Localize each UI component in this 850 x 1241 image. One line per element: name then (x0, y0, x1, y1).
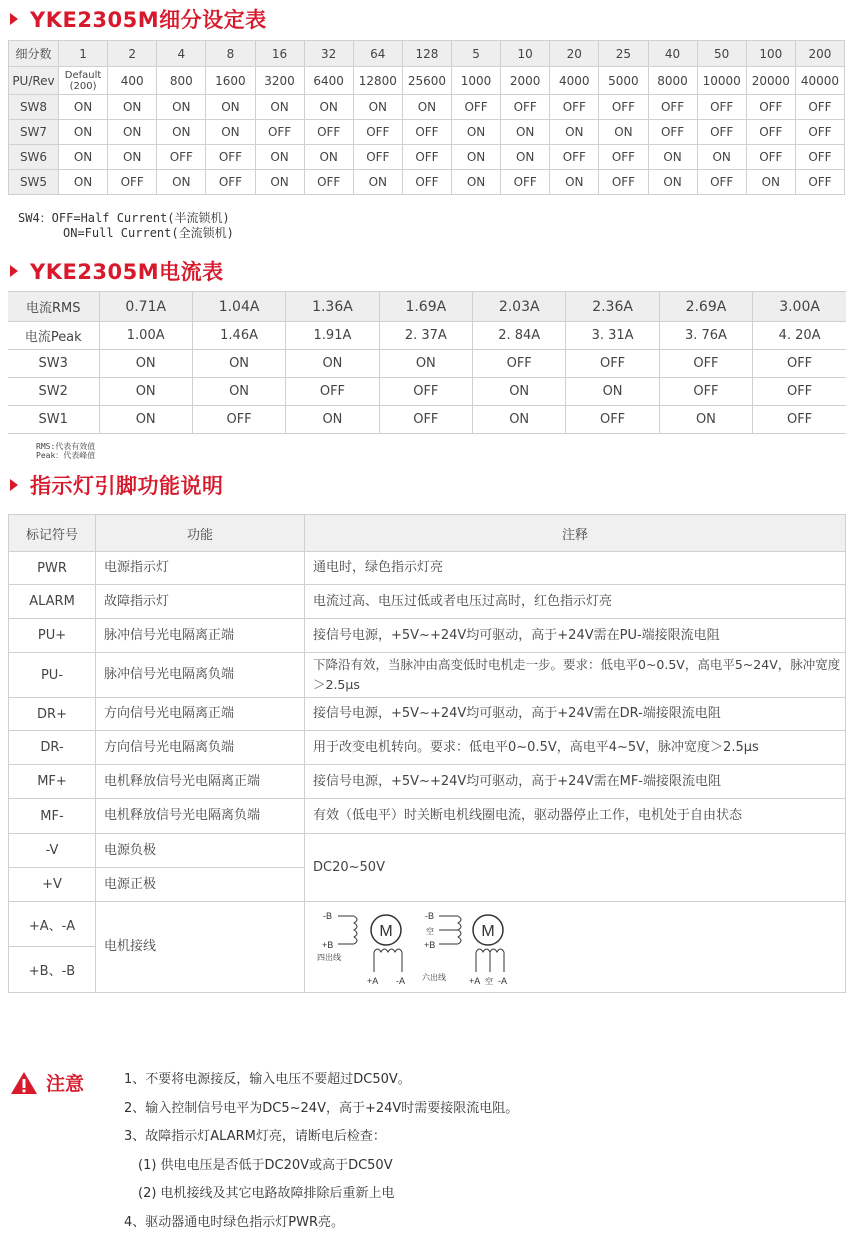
switch-state-cell: ON (192, 378, 285, 406)
switch-state-cell: OFF (286, 378, 379, 406)
switch-state-cell: ON (99, 378, 192, 406)
pin-symbol: +B、-B (9, 947, 96, 993)
pin-symbol: DR+ (9, 698, 96, 731)
switch-state-cell: ON (473, 378, 566, 406)
switch-state-cell: OFF (192, 406, 285, 434)
pin-symbol: ALARM (9, 585, 96, 619)
four-wire-diagram (317, 911, 405, 986)
table-row (9, 585, 846, 619)
pin-symbol: PU+ (9, 619, 96, 653)
switch-state-cell: ON (59, 120, 108, 145)
header-cell: 20 (550, 41, 599, 67)
header-cell: 标记符号 (9, 515, 96, 552)
peak-note-line: Peak：代表峰值 (36, 451, 95, 460)
warning-list (124, 1070, 518, 1241)
switch-state-cell: OFF (697, 95, 746, 120)
label-b-plus: +B (424, 940, 435, 950)
switch-state-cell: OFF (599, 170, 648, 195)
label-a-plus: +A (469, 976, 480, 986)
switch-state-cell: ON (452, 170, 501, 195)
switch-state-cell: OFF (304, 170, 353, 195)
coil-a-icon (374, 949, 402, 952)
switch-state-cell: OFF (753, 350, 846, 378)
switch-state-cell: ON (304, 95, 353, 120)
row-label: 电流RMS (8, 292, 99, 322)
switch-state-cell: OFF (648, 120, 697, 145)
header-cell: 2 (108, 41, 157, 67)
switch-state-cell: ON (99, 406, 192, 434)
pin-function: 电源正极 (96, 868, 305, 902)
table-row (9, 170, 845, 195)
table-row (9, 120, 845, 145)
row-label: SW2 (8, 378, 99, 406)
switch-state-cell: ON (99, 350, 192, 378)
header-cell: 功能 (96, 515, 305, 552)
switch-state-cell: OFF (550, 145, 599, 170)
switch-state-cell: OFF (566, 350, 659, 378)
switch-state-cell: OFF (379, 378, 472, 406)
header-cell: 64 (353, 41, 402, 67)
switch-state-cell: OFF (550, 95, 599, 120)
switch-state-cell: ON (255, 95, 304, 120)
table-row (9, 765, 846, 799)
switch-rows (9, 95, 845, 195)
warning-heading (10, 1069, 84, 1096)
switch-state-cell: ON (746, 170, 795, 195)
switch-state-cell: ON (108, 95, 157, 120)
table-cell: 400 (108, 67, 157, 95)
switch-state-cell: OFF (697, 170, 746, 195)
switch-state-cell: ON (59, 145, 108, 170)
switch-state-cell: ON (108, 145, 157, 170)
table-cell: 10000 (697, 67, 746, 95)
switch-state-cell: ON (599, 120, 648, 145)
switch-state-cell: OFF (659, 350, 752, 378)
table-cell (59, 67, 108, 95)
pin-function: 电源指示灯 (96, 552, 305, 585)
switch-state-cell: ON (157, 120, 206, 145)
switch-state-cell: ON (550, 120, 599, 145)
switch-state-cell: ON (648, 145, 697, 170)
pin-function: 方向信号光电隔离正端 (96, 698, 305, 731)
pu-rev-row (9, 67, 845, 95)
table-cell: 12800 (353, 67, 402, 95)
section1-title-wrap (8, 4, 267, 34)
table-cell: 1.00A (99, 322, 192, 350)
switch-state-cell: ON (353, 95, 402, 120)
table-cell: 1.46A (192, 322, 285, 350)
warning-item: 1、不要将电源接反，输入电压不要超过DC50V。 (124, 1070, 518, 1099)
row-label: SW5 (9, 170, 59, 195)
switch-state-cell: OFF (599, 145, 648, 170)
sw4-note-line1: SW4：OFF=Half Current(半流锁机) (18, 211, 234, 226)
pin-function: 电机释放信号光电隔离正端 (96, 765, 305, 799)
label-b-minus: -B (323, 911, 332, 921)
row-label: 电流Peak (8, 322, 99, 350)
section3-title: 指示灯引脚功能说明 (30, 470, 224, 500)
header-cell: 128 (402, 41, 451, 67)
switch-state-cell: OFF (206, 170, 255, 195)
pin-note: 电流过高、电压过低或者电压过高时，红色指示灯亮 (305, 585, 846, 619)
label-a-minus: -A (396, 976, 405, 986)
pin-note: 通电时，绿色指示灯亮 (305, 552, 846, 585)
table-row (9, 552, 846, 585)
switch-state-cell: ON (157, 170, 206, 195)
header-cell: 5 (452, 41, 501, 67)
switch-state-cell: OFF (304, 120, 353, 145)
table-cell: 6400 (304, 67, 353, 95)
warning-item: 2、输入控制信号电平为DC5~24V，高于+24V时需要接限流电阻。 (124, 1099, 518, 1128)
switch-state-cell: OFF (697, 120, 746, 145)
pin-note: 用于改变电机转向。要求：低电平0~0.5V，高电平4~5V，脉冲宽度＞2.5μs (305, 731, 846, 765)
pin-note: 接信号电源，+5V~+24V均可驱动，高于+24V需在DR-端接限流电阻 (305, 698, 846, 731)
row-label: SW6 (9, 145, 59, 170)
subdivision-header-row (9, 41, 845, 67)
section2-title-wrap (8, 256, 224, 286)
header-cell: 50 (697, 41, 746, 67)
switch-state-cell: OFF (753, 406, 846, 434)
section3-title-wrap (8, 470, 224, 500)
switch-state-cell: ON (550, 170, 599, 195)
label-four-wire: 四出线 (317, 952, 341, 962)
table-row (9, 731, 846, 765)
switch-state-cell: ON (206, 95, 255, 120)
switch-state-cell: ON (59, 170, 108, 195)
table-cell: 1600 (206, 67, 255, 95)
pin-symbol: +V (9, 868, 96, 902)
pin-symbol: MF- (9, 799, 96, 834)
triangle-bullet-icon (10, 265, 18, 277)
switch-state-cell: OFF (795, 95, 844, 120)
rms-row (8, 292, 846, 322)
switch-state-cell: ON (452, 120, 501, 145)
pin-header-row (9, 515, 846, 552)
table-cell: 40000 (795, 67, 844, 95)
subdivision-table (8, 40, 845, 195)
table-cell: 4. 20A (753, 322, 846, 350)
switch-state-cell: ON (255, 170, 304, 195)
row-label: SW3 (8, 350, 99, 378)
warning-subitem: (1) 供电电压是否低于DC20V或高于DC50V (124, 1156, 518, 1185)
warning-triangle-icon (10, 1071, 38, 1095)
switch-state-cell: ON (402, 95, 451, 120)
label-a-minus: -A (498, 976, 507, 986)
table-cell: 1.69A (379, 292, 472, 322)
coil-b-icon (354, 916, 357, 944)
switch-state-cell: ON (304, 145, 353, 170)
table-cell: 800 (157, 67, 206, 95)
switch-state-cell: OFF (795, 170, 844, 195)
table-cell: 2.36A (566, 292, 659, 322)
table-cell: 1.91A (286, 322, 379, 350)
pin-symbol: -V (9, 834, 96, 868)
pin-note: 接信号电源，+5V~+24V均可驱动，高于+24V需在PU-端接限流电阻 (305, 619, 846, 653)
coil-a-icon (476, 949, 504, 952)
switch-state-cell: ON (353, 170, 402, 195)
switch-state-cell: OFF (108, 170, 157, 195)
header-cell: 4 (157, 41, 206, 67)
table-cell: 1.04A (192, 292, 285, 322)
switch-state-cell: ON (286, 406, 379, 434)
switch-state-cell: OFF (566, 406, 659, 434)
label-b-plus: +B (322, 940, 333, 950)
switch-state-cell: ON (659, 406, 752, 434)
section2-title: YKE2305M电流表 (30, 256, 224, 286)
header-cell: 1 (59, 41, 108, 67)
table-cell: 2.69A (659, 292, 752, 322)
pin-function: 脉冲信号光电隔离正端 (96, 619, 305, 653)
header-cell: 40 (648, 41, 697, 67)
switch-state-cell: ON (501, 145, 550, 170)
warning-item: 3、故障指示灯ALARM灯亮，请断电后检查： (124, 1127, 518, 1156)
pin-function: 故障指示灯 (96, 585, 305, 619)
switch-state-cell: OFF (599, 95, 648, 120)
coil-b-icon (458, 916, 461, 944)
switch-state-cell: OFF (353, 145, 402, 170)
pin-function: 电源负极 (96, 834, 305, 868)
switch-state-cell: OFF (659, 378, 752, 406)
row-label: SW7 (9, 120, 59, 145)
six-wire-diagram (422, 911, 507, 986)
rms-peak-note (36, 442, 95, 460)
motor-label: M (379, 923, 392, 940)
switch-state-cell: ON (59, 95, 108, 120)
switch-state-cell: ON (255, 145, 304, 170)
table-row (9, 834, 846, 868)
header-cell: 25 (599, 41, 648, 67)
pin-symbol: MF+ (9, 765, 96, 799)
motor-wiring-diagram (312, 906, 532, 992)
row-label: PU/Rev (9, 67, 59, 95)
switch-state-cell: OFF (753, 378, 846, 406)
section1-title: YKE2305M细分设定表 (30, 4, 267, 34)
label-b-center: 空 (426, 926, 434, 936)
label-six-wire: 六出线 (422, 972, 446, 982)
header-cell: 32 (304, 41, 353, 67)
switch-rows (8, 350, 846, 434)
switch-state-cell: OFF (402, 170, 451, 195)
table-cell: 4000 (550, 67, 599, 95)
table-cell: 25600 (402, 67, 451, 95)
switch-state-cell: OFF (746, 95, 795, 120)
table-row (9, 653, 846, 698)
row-label: SW1 (8, 406, 99, 434)
table-row (8, 378, 846, 406)
table-cell: 3200 (255, 67, 304, 95)
table-cell: 5000 (599, 67, 648, 95)
switch-state-cell: ON (452, 145, 501, 170)
switch-state-cell: ON (697, 145, 746, 170)
pu-default-label: Default (59, 70, 107, 81)
table-cell: 1000 (452, 67, 501, 95)
table-row (9, 95, 845, 120)
peak-row (8, 322, 846, 350)
pin-function: 方向信号光电隔离负端 (96, 731, 305, 765)
pu-default-sub: (200) (59, 81, 107, 92)
sw4-note (18, 211, 234, 241)
switch-state-cell: OFF (746, 145, 795, 170)
switch-state-cell: OFF (473, 350, 566, 378)
header-cell: 10 (501, 41, 550, 67)
pin-function: 电机接线 (96, 902, 305, 993)
motor-label: M (481, 923, 494, 940)
pin-symbol: +A、-A (9, 902, 96, 947)
pin-symbol: PWR (9, 552, 96, 585)
table-row (9, 698, 846, 731)
switch-state-cell: OFF (648, 95, 697, 120)
switch-state-cell: ON (206, 120, 255, 145)
switch-state-cell: OFF (379, 406, 472, 434)
triangle-bullet-icon (10, 479, 18, 491)
row-label: SW8 (9, 95, 59, 120)
header-cell: 16 (255, 41, 304, 67)
pin-function: 脉冲信号光电隔离负端 (96, 653, 305, 698)
switch-state-cell: OFF (501, 170, 550, 195)
switch-state-cell: OFF (255, 120, 304, 145)
header-cell: 200 (795, 41, 844, 67)
switch-state-cell: OFF (795, 120, 844, 145)
header-cell: 100 (746, 41, 795, 67)
switch-state-cell: OFF (157, 145, 206, 170)
table-cell: 8000 (648, 67, 697, 95)
switch-state-cell: ON (501, 120, 550, 145)
label-a-plus: +A (367, 976, 378, 986)
header-cell: 细分数 (9, 41, 59, 67)
switch-state-cell: OFF (353, 120, 402, 145)
table-cell: 1.36A (286, 292, 379, 322)
table-cell: 2.03A (473, 292, 566, 322)
pin-note: 下降沿有效，当脉冲由高变低时电机走一步。要求：低电平0~0.5V，高电平5~24V，脉冲宽度＞2.5μs (305, 653, 846, 698)
table-cell: 20000 (746, 67, 795, 95)
pin-symbol: PU- (9, 653, 96, 698)
header-cell: 注释 (305, 515, 846, 552)
pin-symbol: DR- (9, 731, 96, 765)
table-cell: 3.00A (753, 292, 846, 322)
table-cell: 3. 31A (566, 322, 659, 350)
label-a-center: 空 (485, 976, 493, 986)
warning-item: 4、驱动器通电时绿色指示灯PWR亮。 (124, 1213, 518, 1241)
switch-state-cell: OFF (746, 120, 795, 145)
pin-function: 电机释放信号光电隔离负端 (96, 799, 305, 834)
table-row (9, 145, 845, 170)
table-row (8, 406, 846, 434)
switch-state-cell: ON (108, 120, 157, 145)
switch-state-cell: ON (192, 350, 285, 378)
switch-state-cell: ON (648, 170, 697, 195)
table-row (8, 350, 846, 378)
label-b-minus: -B (425, 911, 434, 921)
switch-state-cell: ON (566, 378, 659, 406)
rms-note-line: RMS:代表有效值 (36, 442, 95, 451)
switch-state-cell: OFF (402, 120, 451, 145)
table-row (9, 619, 846, 653)
switch-state-cell: OFF (795, 145, 844, 170)
switch-state-cell: ON (473, 406, 566, 434)
switch-state-cell: OFF (206, 145, 255, 170)
switch-state-cell: OFF (452, 95, 501, 120)
table-cell: 2. 37A (379, 322, 472, 350)
switch-state-cell: OFF (501, 95, 550, 120)
pin-note: 接信号电源，+5V~+24V均可驱动，高于+24V需在MF-端接限流电阻 (305, 765, 846, 799)
current-table (8, 291, 846, 434)
warning-label: 注意 (46, 1069, 84, 1096)
table-cell: 2000 (501, 67, 550, 95)
table-cell: 3. 76A (659, 322, 752, 350)
table-row (9, 799, 846, 834)
switch-state-cell: ON (379, 350, 472, 378)
warning-subitem: (2) 电机接线及其它电路故障排除后重新上电 (124, 1184, 518, 1213)
pin-note: 有效（低电平）时关断电机线圈电流，驱动器停止工作，电机处于自由状态 (305, 799, 846, 834)
header-cell: 8 (206, 41, 255, 67)
switch-state-cell: OFF (402, 145, 451, 170)
switch-state-cell: ON (157, 95, 206, 120)
triangle-bullet-icon (10, 13, 18, 25)
switch-state-cell: ON (286, 350, 379, 378)
power-note: DC20~50V (305, 834, 846, 902)
sw4-note-line2: ON=Full Current(全流锁机) (18, 226, 234, 241)
table-cell: 0.71A (99, 292, 192, 322)
table-cell: 2. 84A (473, 322, 566, 350)
